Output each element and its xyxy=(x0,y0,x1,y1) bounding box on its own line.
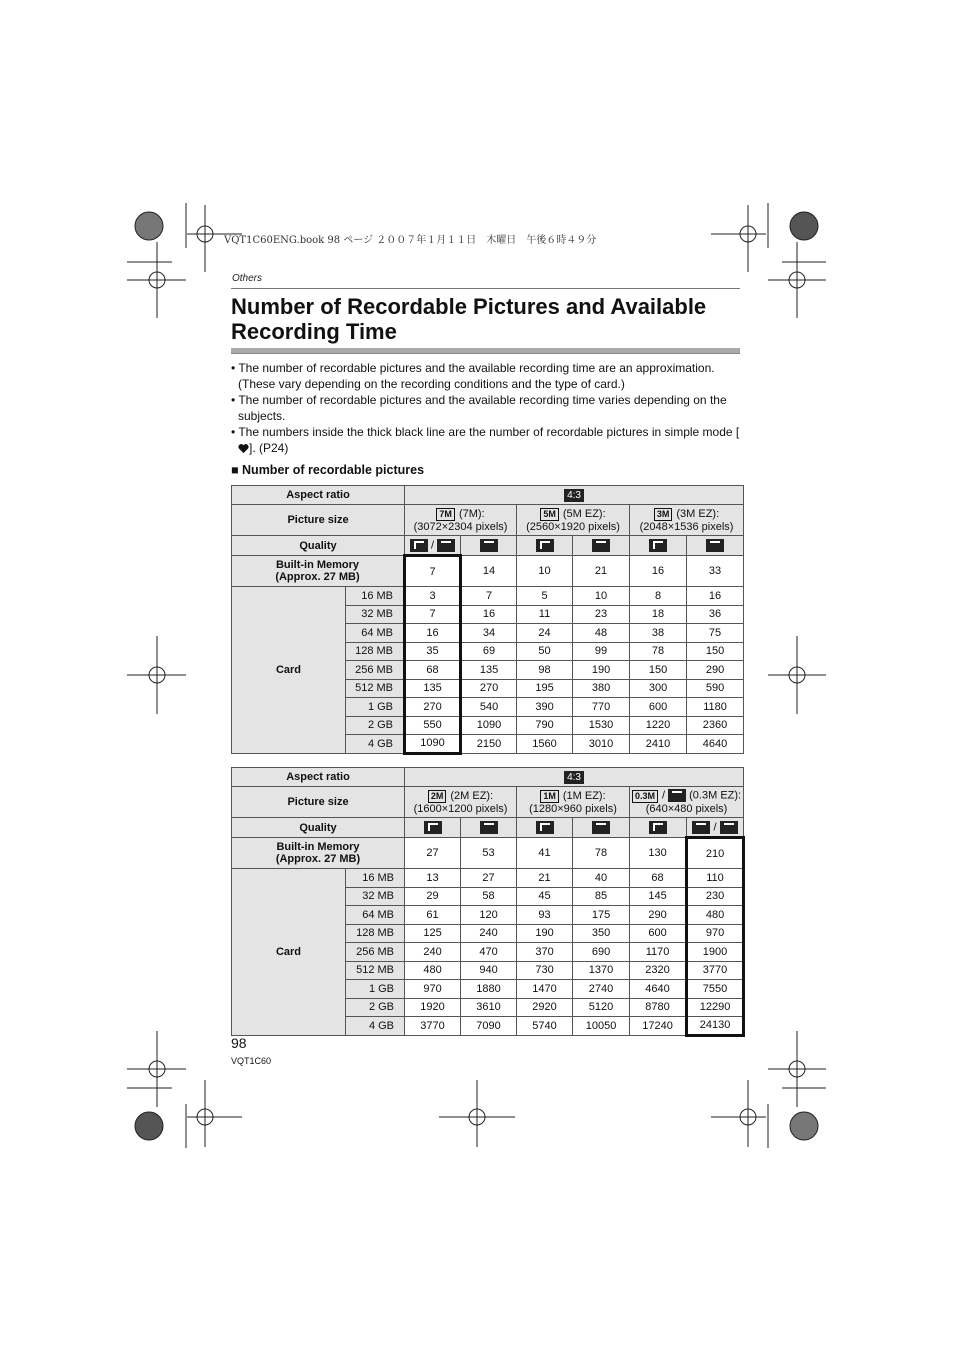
table-cell: 5 xyxy=(517,587,573,606)
table-cell: 16 xyxy=(405,624,461,643)
capacity-cell: 4 GB xyxy=(346,735,405,754)
table-cell: 99 xyxy=(573,642,630,661)
recordable-table-1 xyxy=(231,485,744,755)
builtin-cell: 33 xyxy=(687,556,744,587)
table-cell: 3010 xyxy=(573,735,630,754)
table-cell: 1090 xyxy=(461,716,517,735)
table-cell: 190 xyxy=(573,661,630,680)
table-cell: 16 xyxy=(461,605,517,624)
table-cell: 61 xyxy=(405,906,461,925)
table-cell: 480 xyxy=(687,906,744,925)
table-cell: 270 xyxy=(461,679,517,698)
table-cell: 93 xyxy=(517,906,573,925)
table-cell: 240 xyxy=(461,924,517,943)
builtin-cell: 21 xyxy=(573,556,630,587)
simple-mode-icon xyxy=(437,539,455,552)
table-cell: 7 xyxy=(405,605,461,624)
table-cell: 970 xyxy=(687,924,744,943)
page-number: 98 xyxy=(231,1035,247,1051)
table-cell: 2360 xyxy=(687,716,744,735)
capacity-cell: 256 MB xyxy=(346,943,405,962)
size-pixels: (2560×1920 pixels) xyxy=(526,520,620,533)
capacity-cell: 64 MB xyxy=(346,624,405,643)
bullet-text-suffix: ]. (P24) xyxy=(249,441,289,455)
table-cell: 10 xyxy=(573,587,630,606)
table-cell: 40 xyxy=(573,869,630,888)
capacity-cell: 16 MB xyxy=(346,587,405,606)
aspect-ratio-icon: 4:3 xyxy=(564,489,584,502)
table-cell: 4640 xyxy=(630,980,687,999)
section-label: Others xyxy=(232,273,263,284)
table-cell: 350 xyxy=(573,924,630,943)
quality-standard xyxy=(573,818,630,838)
size-label: (2M EZ): xyxy=(450,789,494,802)
builtin-cell: 210 xyxy=(687,838,744,869)
quality-fine-icon xyxy=(536,821,554,834)
simple-mode-icon xyxy=(668,789,686,802)
table-cell: 150 xyxy=(687,642,744,661)
capacity-cell: 512 MB xyxy=(346,679,405,698)
table-row xyxy=(232,587,744,606)
subheading: ■ Number of recordable pictures xyxy=(231,463,425,477)
builtin-cell: 10 xyxy=(517,556,573,587)
bullet-item: • The number of recordable pictures and the available recording time are an approximation. (These vary depending on the recording conditions and the type of card.) xyxy=(231,361,715,391)
size-pixels: (640×480 pixels) xyxy=(645,802,728,815)
table-cell: 5740 xyxy=(517,1017,573,1036)
quality-standard-icon xyxy=(592,821,610,834)
simple-mode-icon xyxy=(720,821,738,834)
table-cell: 690 xyxy=(573,943,630,962)
table-cell: 480 xyxy=(405,961,461,980)
builtin-cell: 78 xyxy=(573,838,630,869)
table-cell: 770 xyxy=(573,698,630,717)
table-cell: 290 xyxy=(630,906,687,925)
table-cell: 1370 xyxy=(573,961,630,980)
builtin-row xyxy=(232,838,744,869)
size-pixels: (1280×960 pixels) xyxy=(529,802,617,815)
table-cell: 2150 xyxy=(461,735,517,754)
size-7m-icon: 7M xyxy=(436,508,455,521)
quality-fine xyxy=(630,818,687,838)
builtin-label-line1: Built-in Memory xyxy=(275,559,360,571)
bullet-list xyxy=(231,360,746,456)
size-label: (0.3M EZ): xyxy=(689,789,742,802)
table-cell: 970 xyxy=(405,980,461,999)
quality-fine-icon xyxy=(410,539,428,552)
table-cell: 150 xyxy=(630,661,687,680)
builtin-cell: 130 xyxy=(630,838,687,869)
table-cell: 35 xyxy=(405,642,461,661)
table-cell: 7090 xyxy=(461,1017,517,1036)
quality-standard xyxy=(687,536,744,556)
quality-standard-icon xyxy=(692,821,710,834)
section-rule xyxy=(231,288,740,289)
table-cell: 24130 xyxy=(687,1017,744,1036)
table-cell: 5120 xyxy=(573,998,630,1017)
table-cell: 68 xyxy=(405,661,461,680)
table-cell: 550 xyxy=(405,716,461,735)
capacity-cell: 2 GB xyxy=(346,716,405,735)
table-cell: 1920 xyxy=(405,998,461,1017)
table-cell: 1560 xyxy=(517,735,573,754)
picture-size-03m: 0.3M / (0.3M EZ): (640×480 pixels) xyxy=(630,787,744,818)
quality-standard: / xyxy=(687,818,744,838)
table-cell: 175 xyxy=(573,906,630,925)
builtin-memory-label xyxy=(232,838,405,869)
table-cell: 7 xyxy=(461,587,517,606)
title-underline xyxy=(231,348,740,354)
table-cell: 145 xyxy=(630,887,687,906)
capacity-cell: 128 MB xyxy=(346,924,405,943)
table-cell: 23 xyxy=(573,605,630,624)
table-cell: 470 xyxy=(461,943,517,962)
quality-standard-icon xyxy=(480,821,498,834)
builtin-memory-label xyxy=(232,556,405,587)
size-label: (1M EZ): xyxy=(562,789,606,802)
builtin-label-line2: (Approx. 27 MB) xyxy=(275,853,361,865)
subheading-text: Number of recordable pictures xyxy=(242,463,425,477)
table-cell: 75 xyxy=(687,624,744,643)
size-03m-icon: 0.3M xyxy=(632,790,658,803)
table-cell: 190 xyxy=(517,924,573,943)
table-cell: 8780 xyxy=(630,998,687,1017)
table-cell: 110 xyxy=(687,869,744,888)
builtin-cell: 53 xyxy=(461,838,517,869)
picture-size-7m xyxy=(405,505,517,536)
table-cell: 29 xyxy=(405,887,461,906)
size-pixels: (2048×1536 pixels) xyxy=(639,520,734,533)
table-cell: 1170 xyxy=(630,943,687,962)
builtin-cell: 27 xyxy=(405,838,461,869)
recordable-table-2 xyxy=(231,767,745,1037)
table-cell: 2410 xyxy=(630,735,687,754)
table-cell: 58 xyxy=(461,887,517,906)
capacity-cell: 64 MB xyxy=(346,906,405,925)
picture-size-header: Picture size xyxy=(232,505,405,536)
table-cell: 36 xyxy=(687,605,744,624)
capacity-cell: 32 MB xyxy=(346,605,405,624)
table-cell: 1090 xyxy=(405,735,461,754)
card-label: Card xyxy=(232,869,346,1036)
capacity-cell: 1 GB xyxy=(346,980,405,999)
builtin-cell: 7 xyxy=(405,556,461,587)
bullet-item: • The numbers inside the thick black line are the number of recordable pictures in simple mode []. (P24) xyxy=(231,425,740,455)
quality-header: Quality xyxy=(232,818,405,838)
capacity-cell: 4 GB xyxy=(346,1017,405,1036)
aspect-ratio-icon: 4:3 xyxy=(564,771,584,784)
table-cell: 68 xyxy=(630,869,687,888)
table-cell: 600 xyxy=(630,924,687,943)
size-label: (3M EZ): xyxy=(676,507,720,520)
table-cell: 290 xyxy=(687,661,744,680)
quality-standard xyxy=(461,818,517,838)
builtin-row xyxy=(232,556,744,587)
quality-standard xyxy=(461,536,517,556)
table-cell: 370 xyxy=(517,943,573,962)
table-cell: 600 xyxy=(630,698,687,717)
table-cell: 2740 xyxy=(573,980,630,999)
table-cell: 48 xyxy=(573,624,630,643)
table-cell: 27 xyxy=(461,869,517,888)
table-cell: 1900 xyxy=(687,943,744,962)
bullet-text: The number of recordable pictures and the available recording time varies depending on the subjects. xyxy=(238,393,727,423)
bullet-text: The numbers inside the thick black line are the number of recordable pictures in simple mode [ xyxy=(238,425,740,439)
table-cell: 4640 xyxy=(687,735,744,754)
table-cell: 2320 xyxy=(630,961,687,980)
table-cell: 98 xyxy=(517,661,573,680)
card-label: Card xyxy=(232,587,346,754)
table-cell: 3 xyxy=(405,587,461,606)
table-cell: 790 xyxy=(517,716,573,735)
builtin-label-line2: (Approx. 27 MB) xyxy=(275,571,360,583)
capacity-cell: 16 MB xyxy=(346,869,405,888)
builtin-cell: 14 xyxy=(461,556,517,587)
table-cell: 21 xyxy=(517,869,573,888)
table-cell: 18 xyxy=(630,605,687,624)
table-cell: 24 xyxy=(517,624,573,643)
picture-size-header: Picture size xyxy=(232,787,405,818)
quality-fine-icon xyxy=(649,539,667,552)
table-cell: 13 xyxy=(405,869,461,888)
table-cell: 3770 xyxy=(687,961,744,980)
table-cell: 390 xyxy=(517,698,573,717)
picture-size-2m xyxy=(405,787,517,818)
picture-size-5m xyxy=(517,505,630,536)
quality-standard-icon xyxy=(706,539,724,552)
table-cell: 12290 xyxy=(687,998,744,1017)
table-cell: 17240 xyxy=(630,1017,687,1036)
table-cell: 38 xyxy=(630,624,687,643)
heart-icon xyxy=(238,443,249,454)
table-cell: 3770 xyxy=(405,1017,461,1036)
bullet-item: • The number of recordable pictures and the available recording time varies depending on the subjects. xyxy=(231,393,727,423)
table-cell: 1220 xyxy=(630,716,687,735)
table-cell: 380 xyxy=(573,679,630,698)
table-cell: 8 xyxy=(630,587,687,606)
builtin-cell: 16 xyxy=(630,556,687,587)
picture-size-1m xyxy=(517,787,630,818)
table-cell: 230 xyxy=(687,887,744,906)
table-cell: 1530 xyxy=(573,716,630,735)
aspect-ratio-value xyxy=(405,768,744,787)
table-cell: 69 xyxy=(461,642,517,661)
quality-fine xyxy=(517,818,573,838)
quality-header: Quality xyxy=(232,536,405,556)
quality-fine-icon xyxy=(649,821,667,834)
table-cell: 940 xyxy=(461,961,517,980)
table-row xyxy=(232,869,744,888)
table-cell: 195 xyxy=(517,679,573,698)
table-cell: 1470 xyxy=(517,980,573,999)
page-title: Number of Recordable Pictures and Available Recording Time xyxy=(231,294,707,344)
table-cell: 45 xyxy=(517,887,573,906)
table-cell: 135 xyxy=(405,679,461,698)
table-cell: 16 xyxy=(687,587,744,606)
size-label: (7M): xyxy=(458,507,485,520)
table-cell: 590 xyxy=(687,679,744,698)
size-1m-icon: 1M xyxy=(540,790,559,803)
table-cell: 135 xyxy=(461,661,517,680)
quality-fine-icon xyxy=(536,539,554,552)
size-5m-icon: 5M xyxy=(540,508,559,521)
table-cell: 34 xyxy=(461,624,517,643)
table-cell: 730 xyxy=(517,961,573,980)
table-cell: 11 xyxy=(517,605,573,624)
table-cell: 1880 xyxy=(461,980,517,999)
table-cell: 300 xyxy=(630,679,687,698)
table-cell: 78 xyxy=(630,642,687,661)
quality-fine-icon xyxy=(424,821,442,834)
capacity-cell: 32 MB xyxy=(346,887,405,906)
size-pixels: (3072×2304 pixels) xyxy=(413,520,508,533)
table-cell: 240 xyxy=(405,943,461,962)
table-cell: 10050 xyxy=(573,1017,630,1036)
table-cell: 2920 xyxy=(517,998,573,1017)
builtin-cell: 41 xyxy=(517,838,573,869)
size-3m-icon: 3M xyxy=(654,508,673,521)
quality-fine: / xyxy=(405,536,461,556)
capacity-cell: 1 GB xyxy=(346,698,405,717)
table-cell: 125 xyxy=(405,924,461,943)
quality-fine xyxy=(630,536,687,556)
quality-standard xyxy=(573,536,630,556)
quality-fine xyxy=(517,536,573,556)
size-pixels: (1600×1200 pixels) xyxy=(413,802,508,815)
aspect-ratio-header: Aspect ratio xyxy=(232,486,405,505)
capacity-cell: 256 MB xyxy=(346,661,405,680)
capacity-cell: 2 GB xyxy=(346,998,405,1017)
quality-fine xyxy=(405,818,461,838)
table-cell: 540 xyxy=(461,698,517,717)
picture-size-3m xyxy=(630,505,744,536)
builtin-label-line1: Built-in Memory xyxy=(276,841,360,853)
table-cell: 85 xyxy=(573,887,630,906)
table-cell: 270 xyxy=(405,698,461,717)
quality-standard-icon xyxy=(592,539,610,552)
size-2m-icon: 2M xyxy=(428,790,447,803)
table-cell: 3610 xyxy=(461,998,517,1017)
capacity-cell: 128 MB xyxy=(346,642,405,661)
capacity-cell: 512 MB xyxy=(346,961,405,980)
quality-standard-icon xyxy=(480,539,498,552)
table-cell: 7550 xyxy=(687,980,744,999)
print-info: VQT1C60ENG.book 98 ページ ２００７年１月１１日 木曜日 午後６時４９分 xyxy=(224,235,597,246)
aspect-ratio-header: Aspect ratio xyxy=(232,768,405,787)
bullet-text: The number of recordable pictures and the available recording time are an approximation. (These vary depending on the recording conditions and the type of card.) xyxy=(238,361,715,391)
doc-code: VQT1C60 xyxy=(231,1056,272,1066)
table-cell: 1180 xyxy=(687,698,744,717)
aspect-ratio-value xyxy=(405,486,744,505)
table-cell: 120 xyxy=(461,906,517,925)
table-cell: 50 xyxy=(517,642,573,661)
size-label: (5M EZ): xyxy=(562,507,606,520)
